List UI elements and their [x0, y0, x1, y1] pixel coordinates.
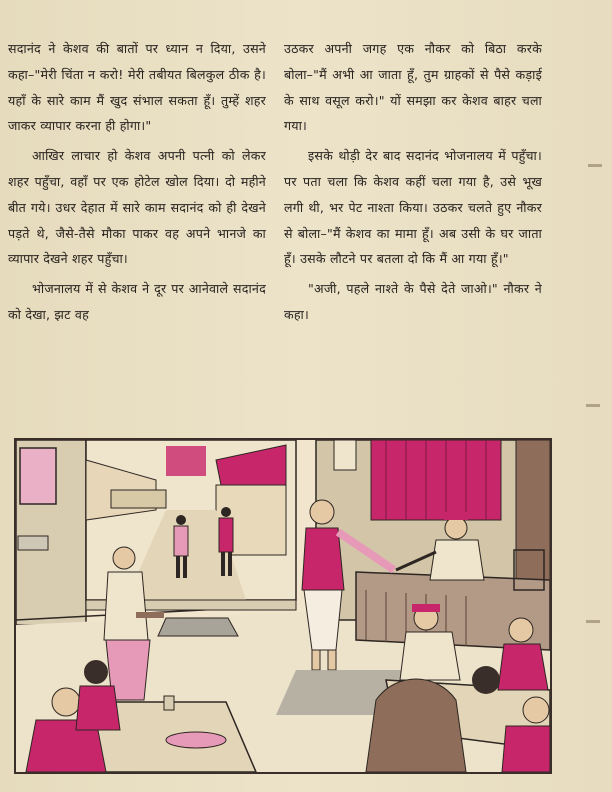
text-column-right: [284, 36, 542, 332]
paragraph: आखिर लाचार हो केशव अपनी पत्नी को लेकर शहर पहुँचा, वहाँ पर एक होटेल खोल दिया। दो महीने बीत गये। उधर देहात में सारे काम सदानंद को ही देखने पड़ते थे, जैसे-तैसे मौका पाकर वह अपने भानजे का व्यापार देखने शहर पहुँचा।: [8, 148, 266, 267]
paragraph: भोजनालय में से केशव ने दूर पर आनेवाले सदानंद को देखा, झट वह: [8, 281, 266, 322]
wall-frame: [334, 440, 356, 470]
text-column-left: [8, 36, 266, 332]
curtain: [371, 440, 501, 520]
illustration-drawing: [16, 440, 550, 772]
wash-basin: [18, 536, 48, 550]
page-edge-mark: [586, 404, 600, 407]
paragraph: "अजी, पहले नाश्ते के पैसे देते जाओ।" नौकर ने कहा।: [284, 281, 542, 322]
restaurant-illustration: [14, 438, 552, 774]
paragraph: इसके थोड़ी देर बाद सदानंद भोजनालय में पहुँचा। पर पता चला कि केशव कहीं चला गया है, उसे भूख लगी थी, भर पेट नाश्ता किया। उठकर चलते हुए नौकर से बोला–"मैं केशव का मामा हूँ। अब उसी के घर जाता हूँ। उसके लौटने पर बतला दो कि मैं आ गया हूँ।": [284, 148, 542, 267]
street-awning: [166, 446, 206, 476]
page-edge-mark: [586, 620, 600, 623]
paragraph: उठकर अपनी जगह एक नौकर को बिठा करके बोला–"मैं अभी आ जाता हूँ, तुम ग्राहकों से पैसे कड़ाई के साथ वसूल करो।" यों समझा कर केशव बाहर चला गया।: [284, 41, 542, 134]
wall-picture: [20, 448, 56, 504]
page-edge-mark: [588, 164, 602, 167]
paragraph: सदानंद ने केशव की बातों पर ध्यान न दिया, उसने कहा–"मेरी चिंता न करो! मेरी तबीयत बिलकुल ठीक है। यहाँ के सारे काम मैं खुद संभाल सकता हूँ। तुम्हें शहर जाकर व्यापार करना ही होगा।": [8, 41, 266, 134]
